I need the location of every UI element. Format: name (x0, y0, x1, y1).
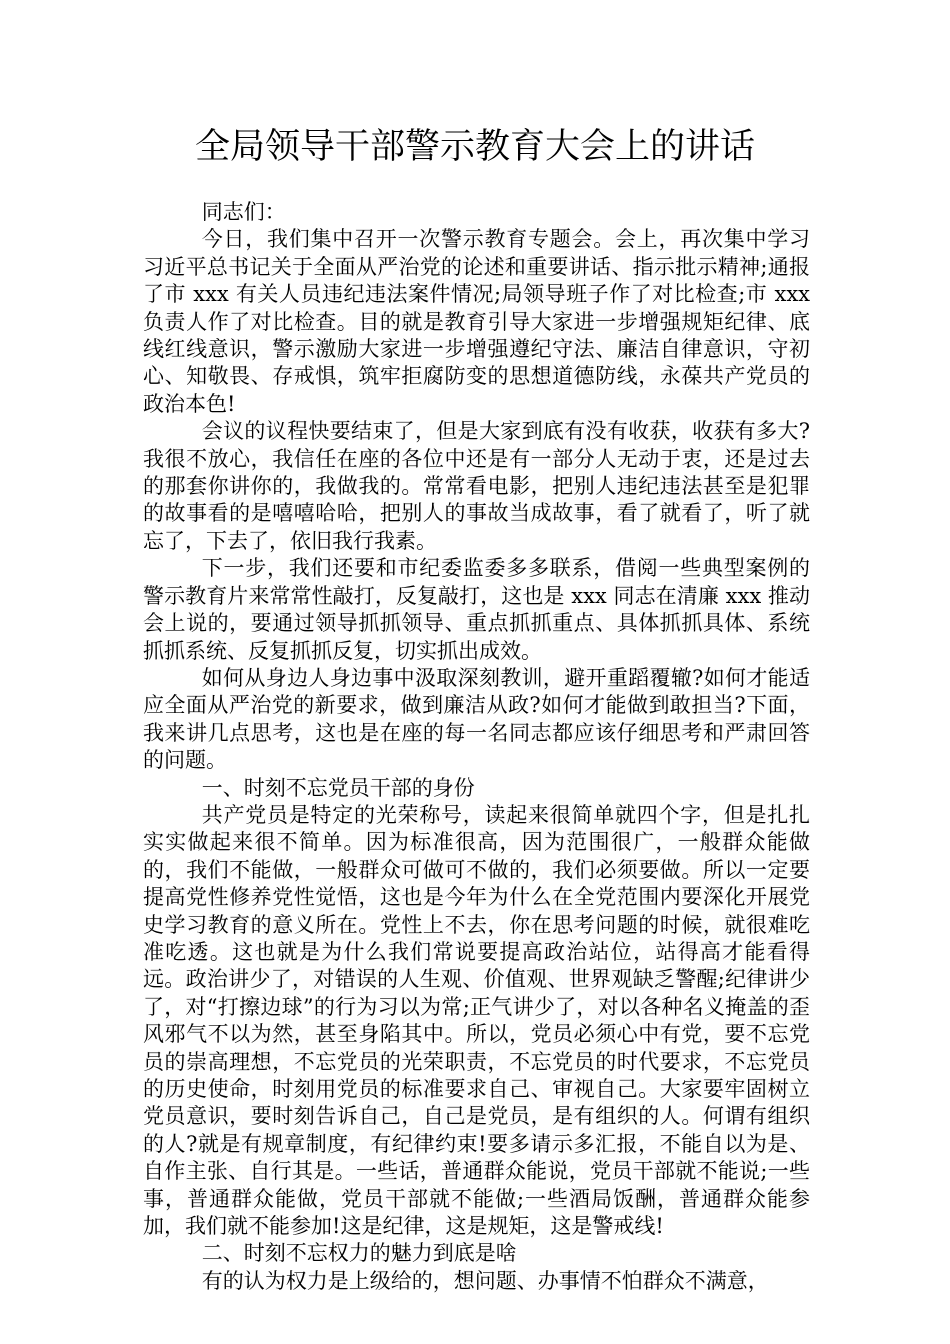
section-heading: 一、时刻不忘党员干部的身份 (201, 775, 475, 800)
salutation: 同志们： (201, 200, 286, 224)
paragraph: 共产党员是特定的光荣称号，读起来很简单就四个字，但是扎扎实实做起来很不简单。因为标准很高，因为范围很广，一般群众能做的，我们不能做，一般群众可做可不做的，我们必须要做。所以一定要提高党性修养党性觉悟，这也是今年为什么在全党范围内要深化开展党史学习教育的意义所在。党性上不去，你在思考问题的时候，就很难吃准吃透。这也就是为什么我们常说要提高政治站位，站得高才能看得远。政治讲少了，对错误的人生观、价值观、世界观缺乏警醒;纪律讲少了，对“打擦边球”的行为习以为常;正气讲少了，对以各种名义掩盖的歪风邪气不以为然，甚至身陷其中。所以，党员必须心中有党，要不忘党员的崇高理想，不忘党员的光荣职责，不忘党员的时代要求，不忘党员的历史使命，时刻用党员的标准要求自己、审视自己。大家要牢固树立党员意识，要时刻告诉自己，自己是党员，是有组织的人。何谓有组织的人?就是有规章制度，有纪律约束!要多请示多汇报，不能自以为是、自作主张、自行其是。一些话，普通群众能说，党员干部就不能说;一些事，普通群众能做，党员干部就不能做;一些酒局饭酬，普通群众能参加，我们就不能参加!这是纪律，这是规矩，这是警戒线! (143, 802, 810, 1239)
paragraph: 今日，我们集中召开一次警示教育专题会。会上，再次集中学习习近平总书记关于全面从严治党的论述和重要讲话、指示批示精神;通报了市 xxx 有关人员违纪违法案件情况;局领导班子作了对比检查;市 xxx 负责人作了对比检查。目的就是教育引导大家进一步增强规矩纪律、底线红线意识，警示激励大家进一步增强遵纪守法、廉洁自律意识，守初心、知敬畏、存戒惧，筑牢拒腐防变的思想道德防线，永葆共产党员的政治本色! (143, 227, 810, 416)
paragraph: 会议的议程快要结束了，但是大家到底有没有收获，收获有多大?我很不放心，我信任在座的各位中还是有一部分人无动于衷，还是过去的那套你讲你的，我做我的。常常看电影，把别人违纪违法甚至是犯罪的故事看的是嘻嘻哈哈，把别人的事故当成故事，看了就看了，听了就忘了，下去了，依旧我行我素。 (143, 419, 810, 553)
document-title: 全局领导干部警示教育大会上的讲话 (194, 127, 755, 167)
section-heading: 二、时刻不忘权力的魅力到底是啥 (201, 1241, 517, 1266)
paragraph: 有的认为权力是上级给的，想问题、办事情不怕群众不满意， (201, 1268, 769, 1293)
document-body (143, 199, 810, 1295)
paragraph: 下一步，我们还要和市纪委监委多多联系，借阅一些典型案例的警示教育片来常常性敲打，反复敲打，这也是 xxx 同志在清廉 xxx 推动会上说的，要通过领导抓抓领导、重点抓抓重点、具体抓抓具体、系统抓抓系统、反复抓抓反复，切实抓出成效。 (143, 556, 810, 663)
paragraph: 如何从身边人身边事中汲取深刻教训，避开重蹈覆辙?如何才能适应全面从严治党的新要求，做到廉洁从政?如何才能做到敢担当?下面，我来讲几点思考，这也是在座的每一名同志都应该仔细思考和严肃回答的问题。 (143, 665, 810, 773)
